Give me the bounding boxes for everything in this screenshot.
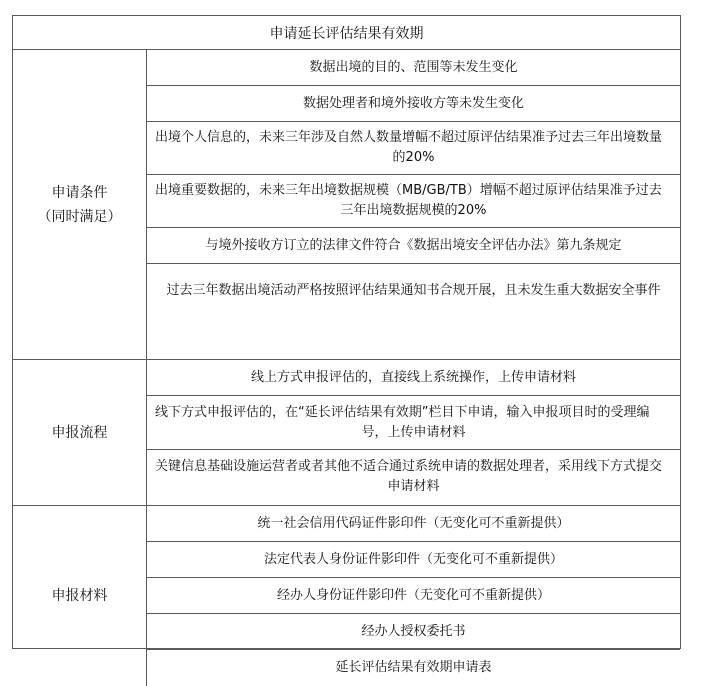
section-process bbox=[13, 360, 680, 506]
section-items bbox=[147, 50, 680, 359]
section-label-conditions bbox=[13, 50, 147, 359]
section-label-line1: 申请条件 bbox=[51, 184, 108, 201]
table-cell: 与境外接收方订立的法律文件符合《数据出境安全评估办法》第九条规定 bbox=[147, 228, 680, 264]
table-cell: 线下方式申报评估的，在“延长评估结果有效期”栏目下申请，输入申报项目时的受理编号，上传申请材料 bbox=[147, 396, 680, 450]
table-cell: 出境重要数据的，未来三年出境数据规模（MB/GB/TB）增幅不超过原评估结果准予过去三年出境数据规模的20% bbox=[147, 175, 680, 228]
requirements-table bbox=[12, 15, 681, 675]
section-label-materials bbox=[13, 506, 147, 686]
section-label-line1: 申报流程 bbox=[51, 424, 108, 441]
table-cell: 经办人授权委托书 bbox=[147, 614, 680, 650]
table-title: 申请延长评估结果有效期 bbox=[13, 16, 680, 50]
table-cell: 关键信息基础设施运营者或者其他不适合通过系统申请的数据处理者，采用线下方式提交申请材料 bbox=[155, 459, 663, 494]
table-cell: 数据处理者和境外接收方等未发生变化 bbox=[147, 86, 680, 122]
table-cell: 统一社会信用代码证件影印件（无变化可不重新提供） bbox=[147, 506, 680, 542]
section-items bbox=[147, 506, 680, 686]
table-cell: 数据出境的目的、范围等未发生变化 bbox=[147, 50, 680, 86]
table-cell: 法定代表人身份证件影印件（无变化可不重新提供） bbox=[147, 542, 680, 578]
table-cell: 延长评估结果有效期申请表 bbox=[335, 659, 492, 675]
section-label-line2: （同时满足） bbox=[37, 208, 122, 225]
section-label-process bbox=[13, 360, 147, 505]
table-cell: 线上方式申报评估的，直接线上系统操作，上传申请材料 bbox=[147, 360, 680, 396]
table-cell: 过去三年数据出境活动严格按照评估结果通知书合规开展，且未发生重大数据安全事件 bbox=[166, 282, 661, 298]
section-conditions bbox=[13, 50, 680, 360]
table-cell: 出境个人信息的，未来三年涉及自然人数量增幅不超过原评估结果准予过去三年出境数量的20% bbox=[147, 122, 680, 175]
section-label-line1: 申报材料 bbox=[51, 588, 108, 604]
table-cell: 经办人身份证件影印件（无变化可不重新提供） bbox=[147, 578, 680, 614]
section-materials bbox=[13, 506, 680, 686]
section-items bbox=[147, 360, 680, 505]
